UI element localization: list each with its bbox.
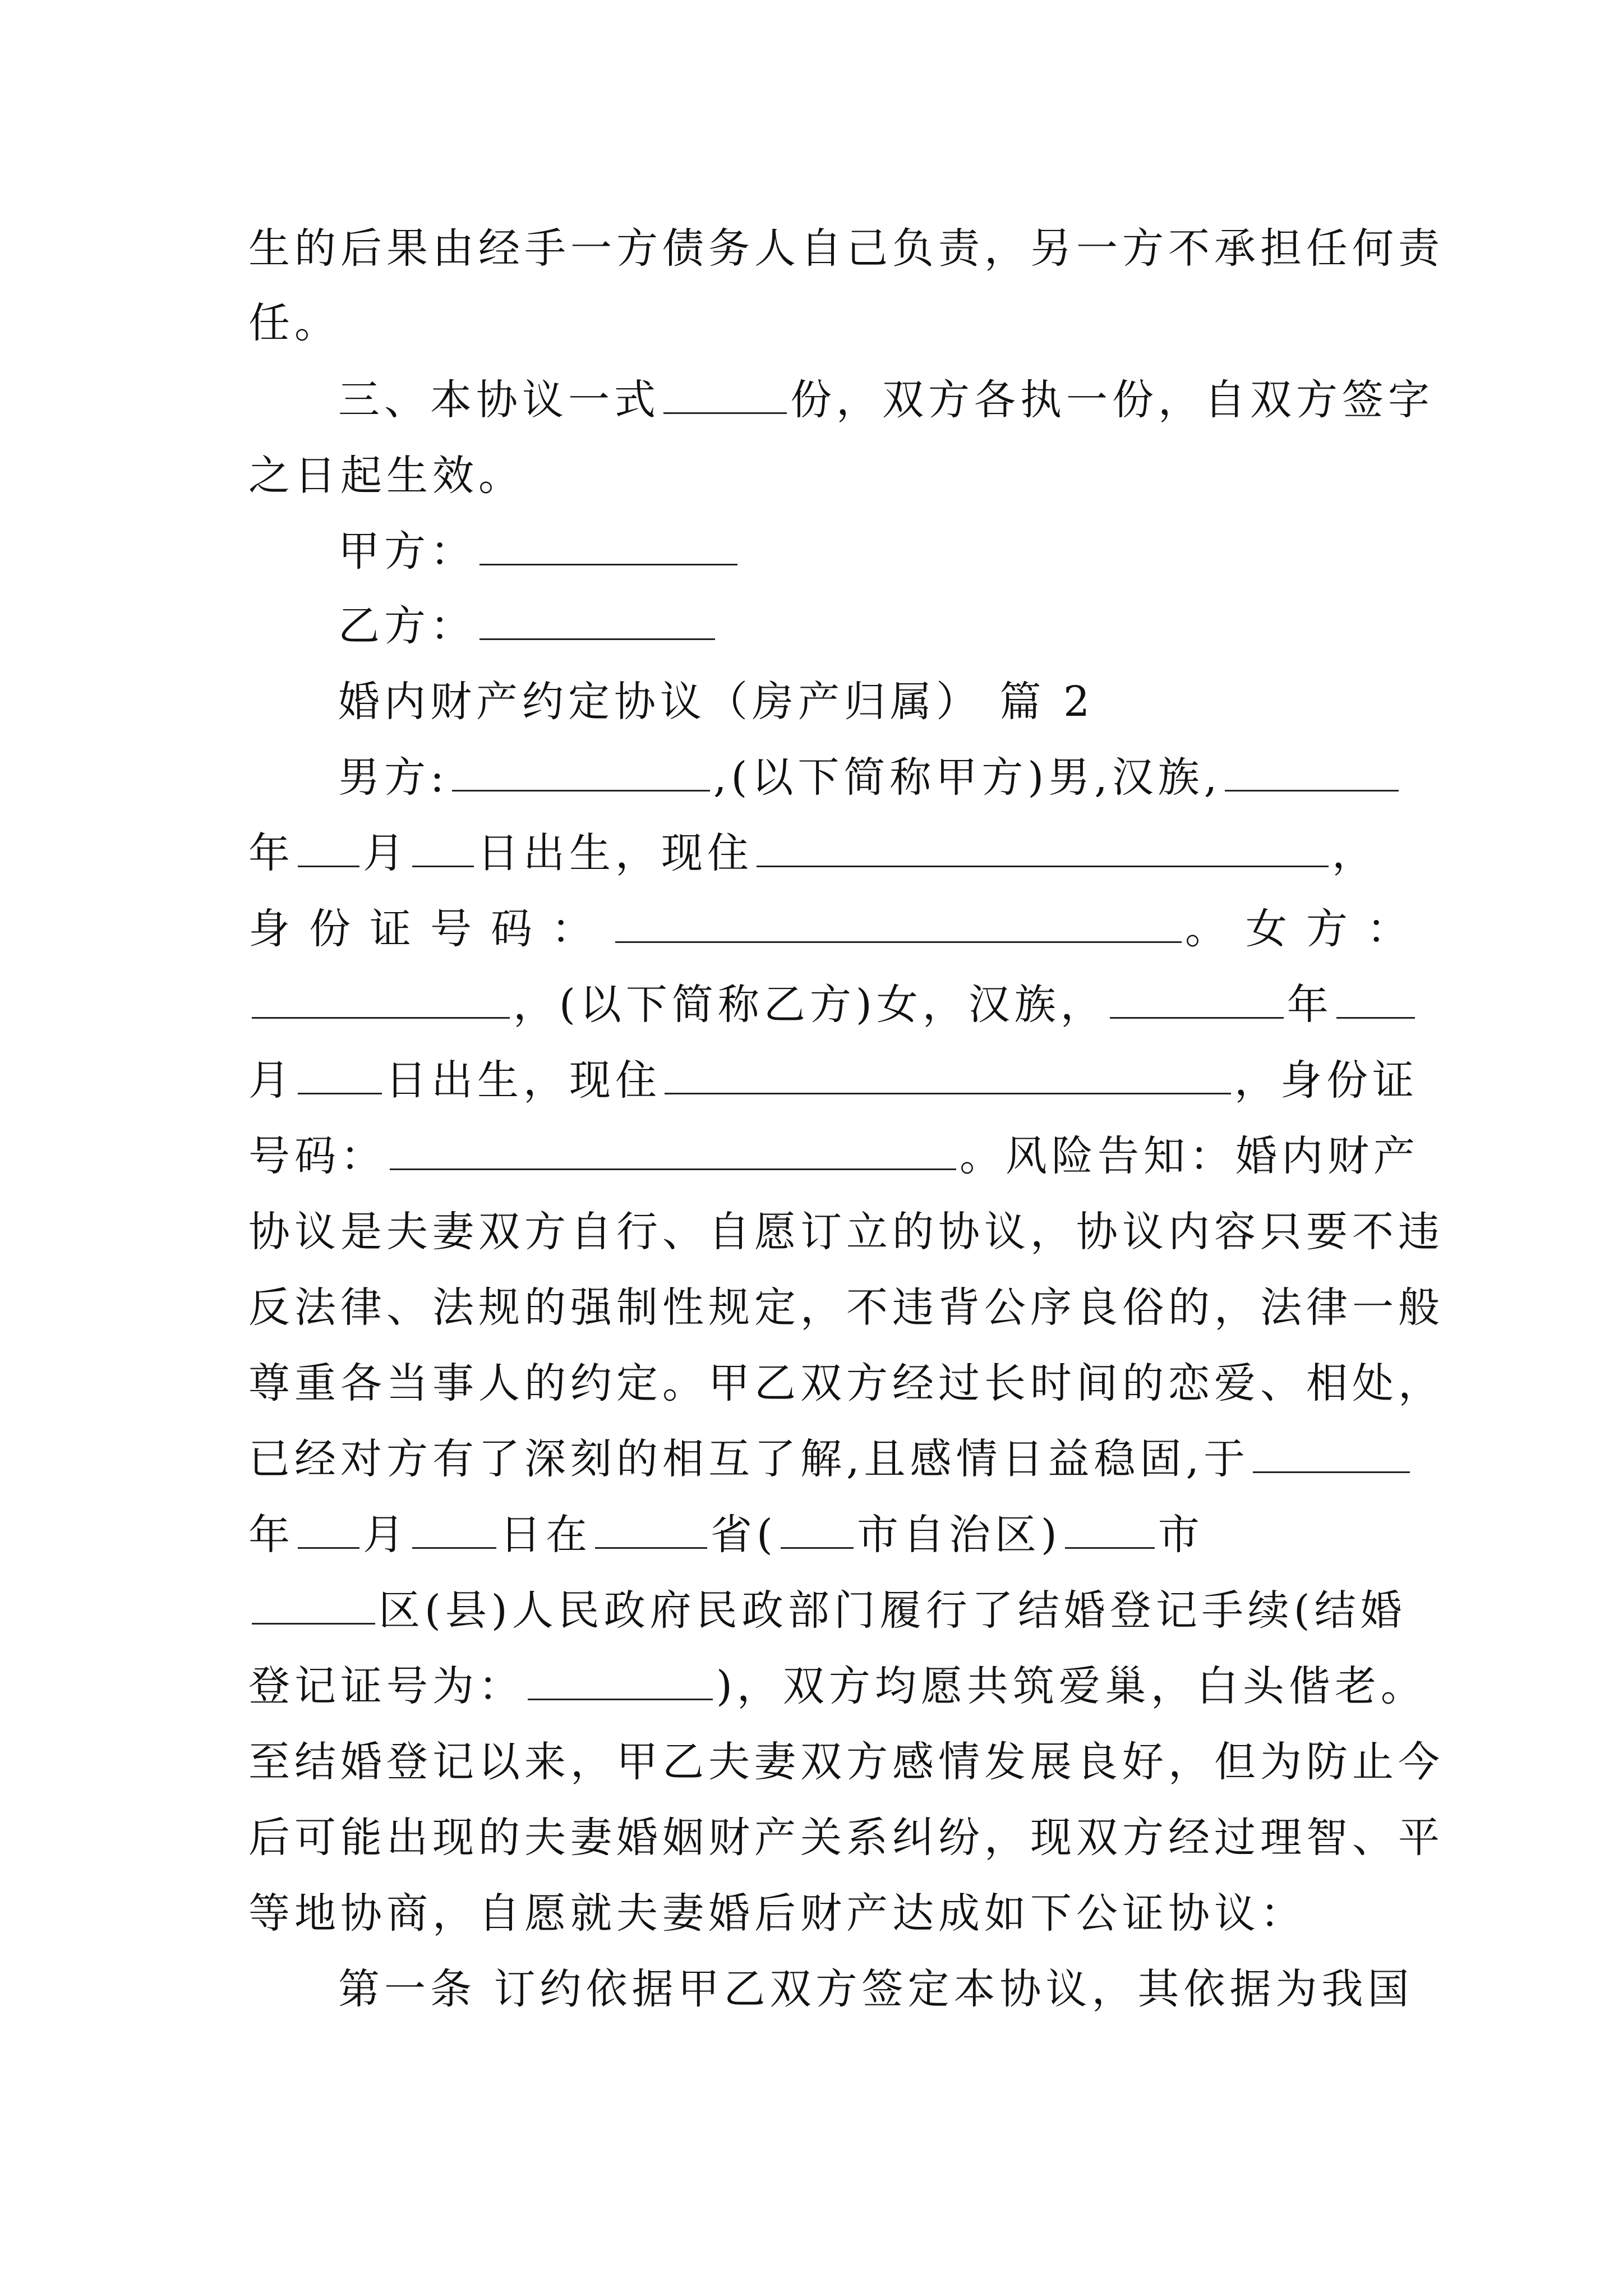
text-segment: 区(县)人民政府民政部门履行了结婚登记手续(结婚 xyxy=(379,1586,1407,1635)
text-line xyxy=(248,1811,1444,1865)
blank-field xyxy=(252,1588,375,1625)
blank-field xyxy=(1253,1437,1410,1473)
text-line xyxy=(248,826,1378,880)
blank-field xyxy=(757,831,1329,867)
text-segment: 市自治区) xyxy=(856,1511,1062,1559)
text-line xyxy=(338,373,1434,427)
text-segment: 月 xyxy=(363,1511,409,1559)
text-segment: 生的后果由经手一方债务人自己负责，另一方不承担任何责 xyxy=(248,224,1444,273)
text-segment: 。风险告知：婚内财产 xyxy=(960,1132,1419,1180)
blank-field xyxy=(298,1512,359,1549)
text-segment: 。女方： xyxy=(1185,905,1427,953)
text-segment: 已经对方有了深刻的相互了解,且感情日益稳固,于 xyxy=(248,1435,1250,1483)
text-line xyxy=(248,1508,1204,1562)
blank-field xyxy=(298,1058,382,1094)
party-b-signature-blank xyxy=(479,604,715,640)
text-segment: ， xyxy=(1332,829,1378,877)
text-segment: 市 xyxy=(1158,1511,1204,1559)
text-segment: 日出生，现住 xyxy=(477,829,753,877)
text-segment: ,(以下简称甲方)男,汉族, xyxy=(713,753,1222,802)
blank-field xyxy=(252,982,510,1019)
blank-field xyxy=(412,1512,496,1549)
text-segment: 第一条 订约依据甲乙双方签定本协议，其依据为我国 xyxy=(338,1965,1414,2013)
text-segment: 月 xyxy=(248,1056,294,1105)
blank-field xyxy=(1225,755,1399,792)
text-segment: 之日起生效。 xyxy=(248,452,524,500)
signature-line-party-b xyxy=(338,599,718,653)
text-segment: 三、本协议一式 xyxy=(338,376,660,424)
text-segment: 年 xyxy=(248,829,294,877)
blank-field xyxy=(412,831,474,867)
blank-field xyxy=(1065,1512,1155,1549)
text-line xyxy=(248,1129,1419,1183)
blank-field xyxy=(663,378,787,414)
blank-field xyxy=(595,1512,707,1549)
text-line xyxy=(248,1281,1444,1335)
text-segment: ，身份证 xyxy=(1234,1056,1418,1105)
text-segment: 登记证号为： xyxy=(248,1662,524,1710)
text-segment: 日在 xyxy=(500,1511,592,1559)
text-line xyxy=(248,296,340,350)
text-segment: 号码： xyxy=(248,1132,386,1180)
section-heading xyxy=(338,675,1094,729)
text-segment: 反法律、法规的强制性规定，不违背公序良俗的，法律一般 xyxy=(248,1283,1444,1332)
text-segment: 后可能出现的夫妻婚姻财产关系纠纷，现双方经过理智、平 xyxy=(248,1814,1444,1862)
blank-field xyxy=(298,831,359,867)
text-segment: 省( xyxy=(711,1511,777,1559)
blank-field xyxy=(615,907,1182,943)
text-segment: 份，双方各执一份，自双方签字 xyxy=(790,376,1434,424)
text-line xyxy=(338,751,1402,804)
text-line xyxy=(248,1053,1418,1107)
blank-field xyxy=(390,1134,956,1170)
text-line xyxy=(248,449,524,503)
text-segment: 日出生，现住 xyxy=(385,1056,661,1105)
party-a-label: 甲方： xyxy=(338,527,476,576)
blank-field xyxy=(1336,982,1415,1019)
text-line xyxy=(248,902,1427,956)
text-segment: 身份证号码： xyxy=(248,905,612,953)
text-segment: )，双方均愿共筑爱巢，白头偕老。 xyxy=(716,1662,1427,1710)
text-line xyxy=(248,1205,1444,1259)
blank-field xyxy=(1110,982,1284,1019)
text-segment: 年 xyxy=(248,1511,294,1559)
text-segment: 任。 xyxy=(248,299,340,347)
party-a-signature-blank xyxy=(479,529,737,565)
text-line xyxy=(248,1356,1444,1410)
blank-field xyxy=(781,1512,854,1549)
signature-line-party-a xyxy=(338,524,741,578)
blank-field xyxy=(528,1664,713,1700)
text-segment: 月 xyxy=(363,829,409,877)
text-line xyxy=(338,1962,1414,2016)
text-segment: 男方: xyxy=(338,753,449,802)
text-line xyxy=(248,1735,1444,1789)
text-segment: ，(以下简称乙方)女，汉族， xyxy=(513,981,1106,1029)
section-title: 婚内财产约定协议（房产归属） 篇 2 xyxy=(338,678,1095,726)
text-segment: 尊重各当事人的约定。甲乙双方经过长时间的恋爱、相处， xyxy=(248,1359,1444,1407)
party-b-label: 乙方： xyxy=(338,602,476,650)
blank-field xyxy=(665,1058,1231,1094)
text-segment: 至结婚登记以来，甲乙夫妻双方感情发展良好，但为防止今 xyxy=(248,1738,1444,1786)
text-segment: 协议是夫妻双方自行、自愿订立的协议，协议内容只要不违 xyxy=(248,1208,1444,1256)
text-segment: 等地协商，自愿就夫妻婚后财产达成如下公证协议： xyxy=(248,1889,1306,1938)
blank-field xyxy=(452,755,710,792)
text-line xyxy=(248,1887,1306,1940)
text-line xyxy=(248,978,1418,1032)
text-line xyxy=(248,1432,1413,1486)
text-line xyxy=(248,1584,1407,1637)
text-line xyxy=(248,222,1444,275)
text-line xyxy=(248,1659,1427,1713)
text-segment: 年 xyxy=(1287,981,1333,1029)
